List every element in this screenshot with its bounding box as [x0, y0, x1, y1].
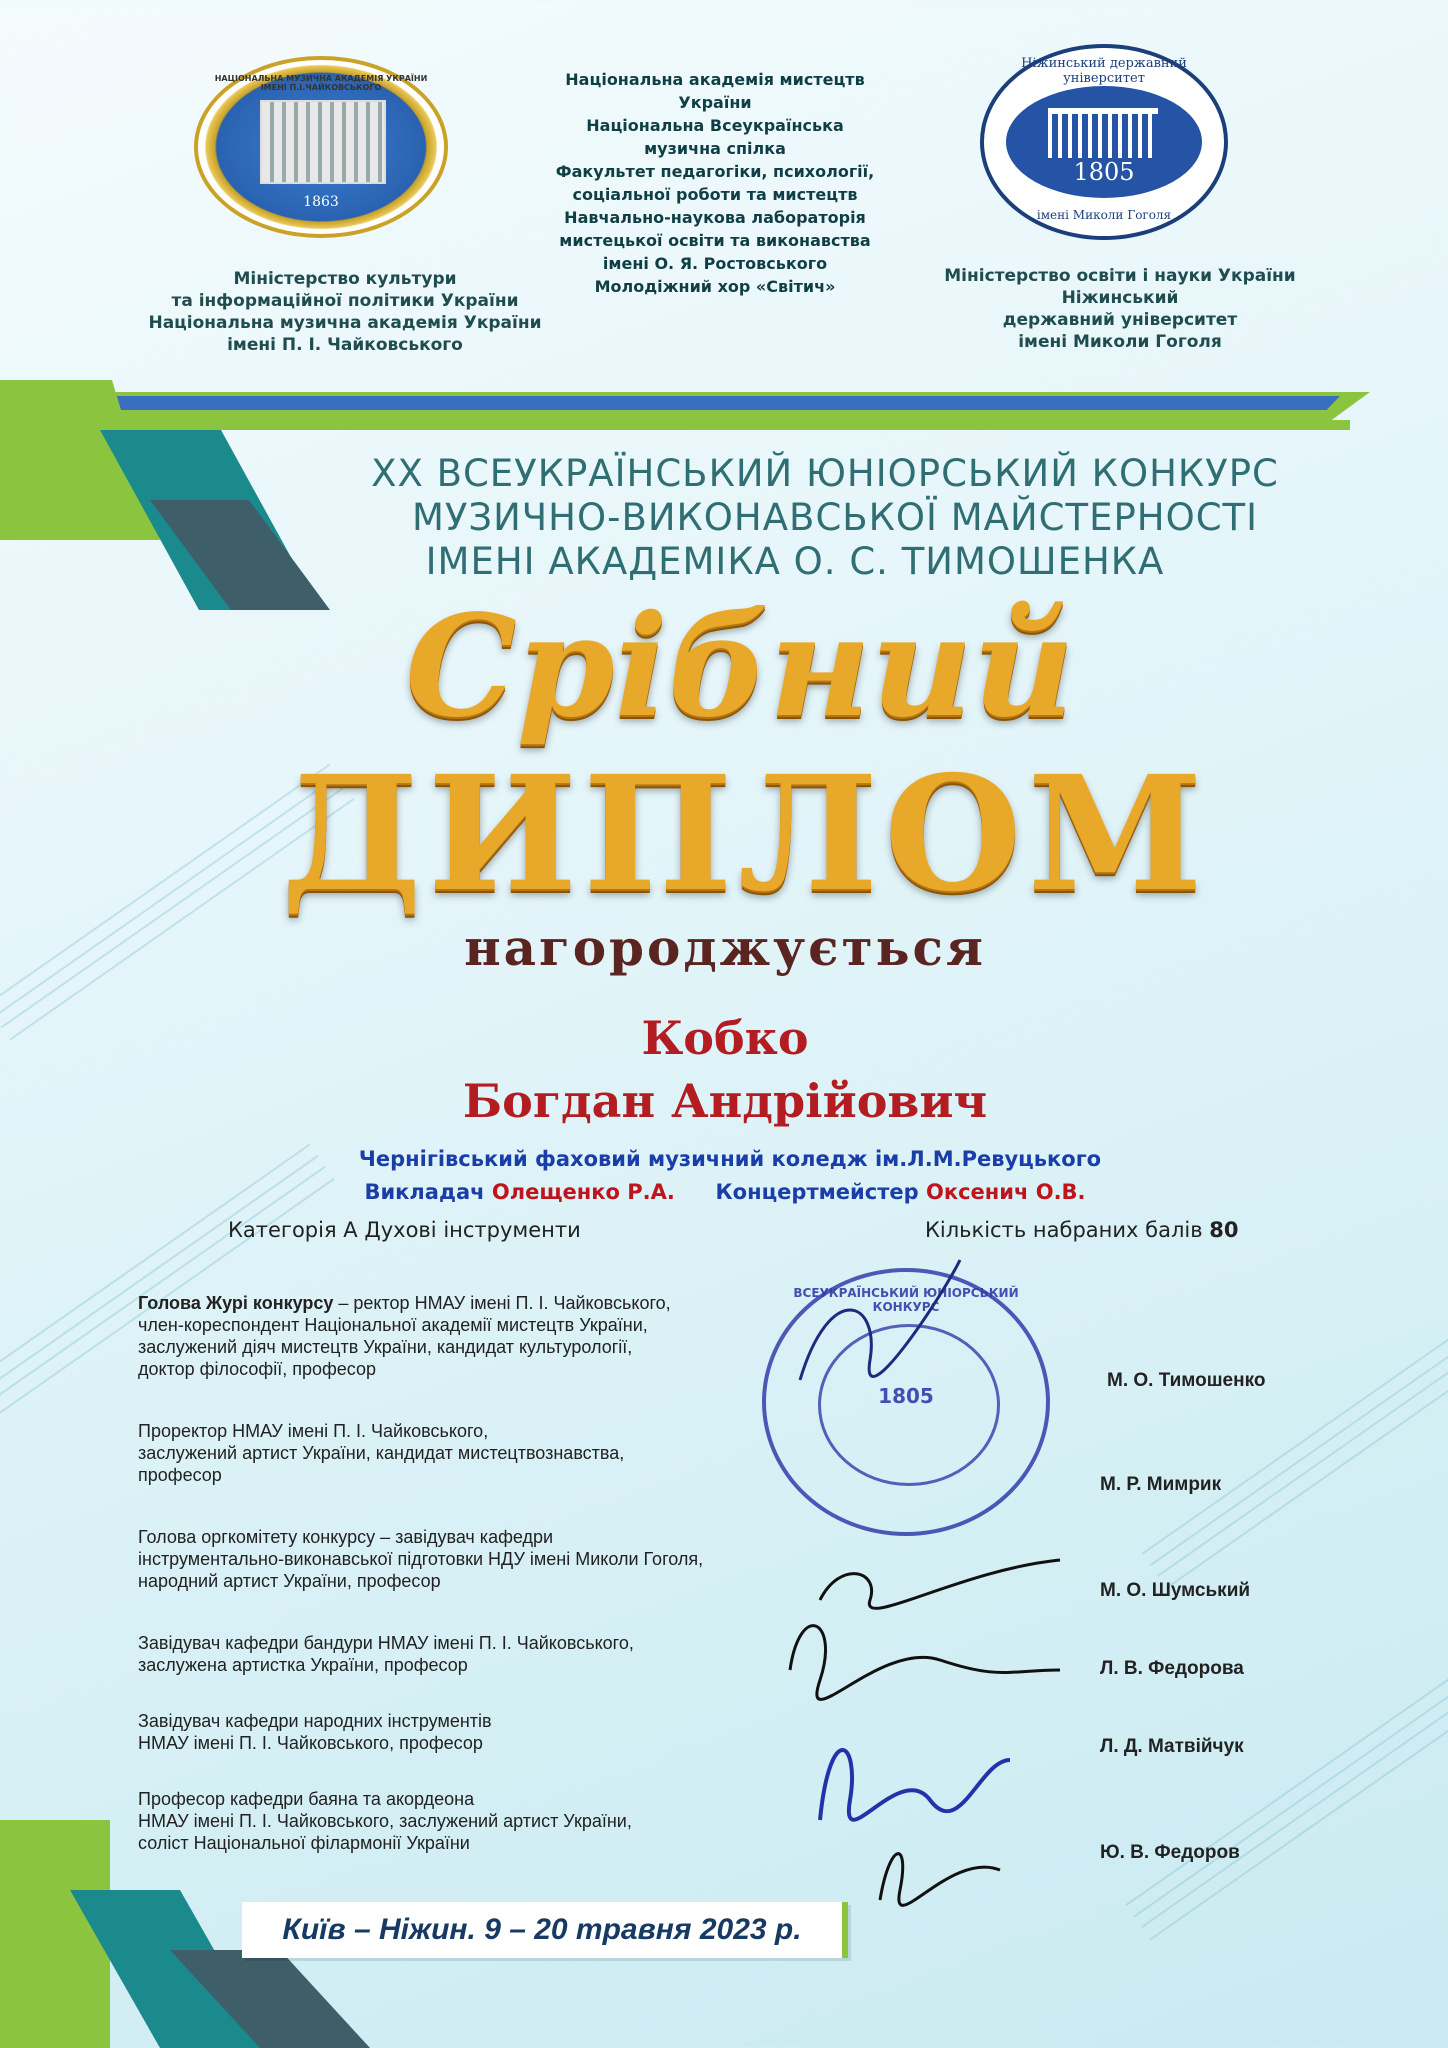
org-line: Міністерство культури — [233, 269, 457, 289]
signature — [820, 1750, 1010, 1820]
jury-line: заслужений діяч мистецтв України, кандидат культурології, — [138, 1337, 633, 1357]
accompanist-name: Оксенич О.В. — [925, 1180, 1086, 1204]
jury-line: Професор кафедри баяна та акордеона — [138, 1789, 475, 1809]
jury-line: Проректор НМАУ імені П. І. Чайковського, — [138, 1421, 489, 1441]
recipient-given-name: Богдан Андрійович — [462, 1074, 988, 1128]
teacher-label: Викладач — [364, 1180, 485, 1204]
jury-name-1: М. О. Тимошенко — [1107, 1370, 1266, 1391]
org-line: Факультет педагогіки, психології, — [555, 162, 875, 181]
org-line: імені П. І. Чайковського — [227, 335, 463, 355]
score-value: 80 — [1209, 1218, 1239, 1242]
jury-member-4 — [138, 1632, 798, 1676]
jury-lead: Голова Журі конкурсу — [138, 1293, 334, 1313]
jury-line: НМАУ імені П. І. Чайковського, професор — [138, 1733, 483, 1753]
jury-line: інструментально-виконавської підготовки НДУ імені Миколи Гоголя, — [138, 1549, 704, 1569]
diploma-grade: Срібний — [405, 585, 1075, 749]
org-line: Міністерство освіти і науки України — [944, 266, 1296, 286]
signature — [790, 1626, 1060, 1700]
signature — [800, 1260, 960, 1380]
footer-date-place: Київ – Ніжин. 9 – 20 травня 2023 р. — [282, 1913, 802, 1946]
stamp-text: ВСЕУКРАЇНСЬКИЙ ЮНІОРСЬКИЙ КОНКУРС — [793, 1286, 1019, 1314]
ndu-logo-top-text: Ніжинський державний університет — [1021, 56, 1187, 86]
left-organization — [110, 268, 580, 356]
org-line: України — [678, 93, 752, 112]
jury-line: народний артист України, професор — [138, 1571, 441, 1591]
jury-line: професор — [138, 1465, 222, 1485]
score — [925, 1218, 1239, 1242]
building-icon — [260, 100, 386, 184]
org-line: Навчально-наукова лабораторія — [564, 208, 866, 227]
jury-line: заслужений артист України, кандидат мистецтвознавства, — [138, 1443, 625, 1463]
jury-name-6: Ю. В. Федоров — [1100, 1842, 1240, 1863]
jury-line: заслужена артистка України, професор — [138, 1655, 468, 1675]
jury-member-6 — [138, 1788, 798, 1854]
signature — [880, 1854, 1000, 1906]
org-line: імені О. Я. Ростовського — [602, 254, 828, 273]
awarded-label: нагороджується — [464, 918, 986, 977]
contest-title — [220, 452, 1448, 584]
org-line: Національна академія мистецтв — [565, 70, 865, 89]
footer-box — [242, 1902, 848, 1958]
ndu-logo-year: 1805 — [1073, 158, 1135, 186]
score-label: Кількість набраних балів — [925, 1218, 1203, 1242]
center-organization — [520, 68, 910, 298]
jury-name-4: Л. В. Федорова — [1100, 1658, 1244, 1679]
jury-line: НМАУ імені П. І. Чайковського, заслужений артист України, — [138, 1811, 632, 1831]
music-staff-decoration — [1125, 1664, 1448, 1941]
contest-line: ІМЕНІ АКАДЕМІКА О. С. ТИМОШЕНКА — [425, 540, 1165, 583]
jury-member-5 — [138, 1710, 798, 1754]
accompanist-label: Концертмейстер — [715, 1180, 919, 1204]
nmau-logo-year: 1863 — [303, 194, 339, 210]
org-line: Молодіжний хор «Світич» — [594, 277, 836, 296]
org-line: музична спілка — [644, 139, 786, 158]
jury-member-1 — [138, 1292, 798, 1380]
building-icon — [1048, 108, 1158, 158]
jury-name-5: Л. Д. Матвійчук — [1100, 1736, 1244, 1757]
contest-line: ХХ ВСЕУКРАЇНСЬКИЙ ЮНІОРСЬКИЙ КОНКУРС — [371, 452, 1279, 495]
category: Категорія А Духові інструменти — [228, 1218, 581, 1242]
ndu-logo-bottom-text: імені Миколи Гоголя — [1036, 208, 1172, 222]
jury-line: Завідувач кафедри народних інструментів — [138, 1711, 492, 1731]
stamp-year: 1805 — [878, 1384, 934, 1408]
jury-line: Голова оргкомітету конкурсу – завідувач кафедри — [138, 1527, 554, 1547]
right-organization — [900, 265, 1340, 353]
contest-line: МУЗИЧНО-ВИКОНАВСЬКОЇ МАЙСТЕРНОСТІ — [411, 496, 1259, 539]
jury-member-3 — [138, 1526, 858, 1592]
nmau-logo — [194, 56, 448, 238]
org-line: Національна музична академія України — [148, 313, 542, 333]
jury-line: соліст Національної філармонії України — [138, 1833, 470, 1853]
jury-name-3: М. О. Шумський — [1100, 1580, 1251, 1601]
org-line: державний університет — [1002, 310, 1238, 330]
org-line: Ніжинський — [1061, 288, 1179, 308]
teachers-line — [250, 1180, 1200, 1204]
ndu-logo-emblem — [1006, 86, 1202, 198]
org-line: імені Миколи Гоголя — [1018, 332, 1222, 352]
jury-name-2: М. Р. Мимрик — [1100, 1474, 1222, 1495]
org-line: мистецької освіти та виконавства — [559, 231, 871, 250]
diploma-title: ДИПЛОМ — [281, 742, 1209, 927]
org-line: Національна Всеукраїнська — [586, 116, 844, 135]
jury-member-2 — [138, 1420, 798, 1486]
school-name: Чернігівський фаховий музичний коледж ім.Л.М.Ревуцького — [358, 1147, 1102, 1171]
jury-line: доктор філософії, професор — [138, 1359, 377, 1379]
jury-line: Завідувач кафедри бандури НМАУ імені П. І. Чайковського, — [138, 1633, 634, 1653]
green-stripe-bottom — [0, 420, 1350, 430]
blue-stripe-top — [0, 396, 1340, 410]
jury-line: – ректор НМАУ імені П. І. Чайковського, — [338, 1293, 671, 1313]
org-line: соціальної роботи та мистецтв — [572, 185, 858, 204]
nmau-logo-ring-text: НАЦІОНАЛЬНА МУЗИЧНА АКАДЕМІЯ УКРАЇНИ ІМЕНІ П.І.ЧАЙКОВСЬКОГО — [214, 74, 428, 92]
green-shape-bottom — [0, 1820, 110, 2048]
recipient-surname: Кобко — [641, 1011, 809, 1065]
jury-line: член-кореспондент Національної академії мистецтв України, — [138, 1315, 648, 1335]
ndu-logo — [980, 44, 1228, 240]
org-line: та інформаційної політики України — [171, 291, 519, 311]
teacher-name: Олещенко Р.А. — [491, 1180, 675, 1204]
